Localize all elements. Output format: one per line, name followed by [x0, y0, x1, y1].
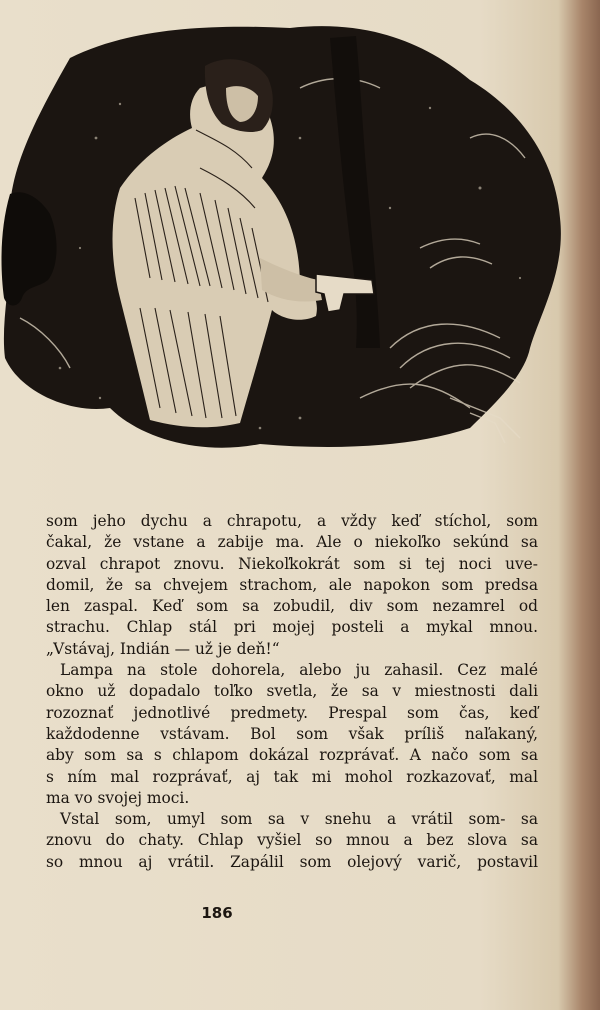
text-line: ma vo svojej moci. [46, 788, 190, 807]
text-line: aby som sa s chlapom dokázal rozprávať. A načo som sa [46, 746, 538, 765]
forest-gunman-illustration [0, 18, 570, 468]
text-line: „Vstávaj, Indián — už je deň!“ [46, 639, 280, 658]
text-line: ozval chrapot znovu. Niekoľkokrát som si tej noci uve- [46, 554, 538, 573]
text-line: len zaspal. Keď som sa zobudil, div som nezamrel od [46, 597, 538, 616]
text-line: rozoznať jednotlivé predmety. Prespal som čas, keď [46, 703, 538, 722]
text-line: domil, že sa chvejem strachom, ale napokon som predsa [46, 575, 538, 594]
paragraph-1 [46, 511, 538, 660]
text-line: Vstal som, umyl som sa v snehu a vrátil som- sa [60, 810, 538, 829]
text-line: čakal, že vstane a zabije ma. Ale o niekoľko sekúnd sa [46, 533, 538, 552]
text-line: znovu do chaty. Chlap vyšiel so mnou a bez slova sa [46, 831, 538, 850]
text-line: s ním mal rozprávať, aj tak mi mohol rozkazovať, mal [46, 767, 538, 786]
page-number: 186 [201, 904, 233, 922]
paragraph-2 [46, 660, 538, 809]
text-line: so mnou aj vrátil. Zapálil som olejový varič, postavil [46, 852, 538, 871]
text-line: okno už dopadalo toľko svetla, že sa v miestnosti dali [46, 682, 538, 701]
text-line: Lampa na stole dohorela, alebo ju zahasil. Cez malé [60, 661, 538, 680]
text-line: strachu. Chlap stál pri mojej posteli a mykal mnou. [46, 618, 538, 637]
body-text [46, 511, 538, 873]
text-line: som jeho dychu a chrapotu, a vždy keď stíchol, som [46, 512, 538, 530]
text-line: každodenne vstávam. Bol som však príliš naľakaný, [46, 724, 538, 743]
paragraph-3 [46, 809, 538, 873]
